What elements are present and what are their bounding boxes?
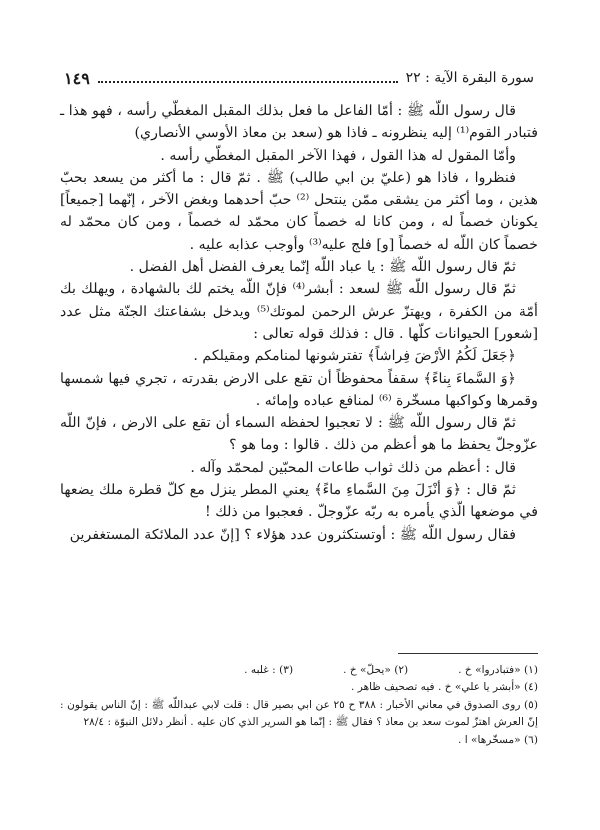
paragraph-6: ﴿جَعَلَ لَكُمُ الأرْضَ فِراشاً﴾ تفترشونها لمنامكم ومقيلكم . — [193, 348, 516, 365]
main-text — [60, 100, 538, 546]
footnote-separator — [398, 653, 538, 654]
page-number: ١٤٩ — [64, 68, 90, 88]
running-title: سورة البقرة الآية : ٢٢ — [405, 70, 534, 86]
footnote-1: (١) «فتبادروا» خ . — [458, 664, 538, 676]
paragraph-11: فقال رسول اللّه ﷺ : أوتستكثرون عدد هؤلاء ؟ [إنّ عدد الملائكة المستغفرين — [69, 526, 516, 543]
paragraph-1: قال رسول اللّه ﷺ : أمّا الفاعل ما فعل بذلك المقبل المغطّي رأسه ، فهو هذا ـ فتبادر القوم⁽¹⁾ إليه ينظرونه ـ فاذا هو (سعد بن معاذ الأوسي الأنصاري) — [60, 103, 538, 142]
paragraph-9: قال : أعظم من ذلك ثواب طاعات المحبّين لمحمّد وآله . — [190, 459, 516, 476]
footnotes — [60, 662, 538, 749]
footnote-5: (٥) روى الصدوق في معاني الأخبار : ٣٨٨ ح ٢٥ عن ابي بصير قال : قلت لابي عبداللّه ﷺ : إنّ الناس يقولون : إنّ العرش اهتزّ لموت سعد بن معاذ ؟ فقال ﷺ : إنّما هو السرير الذي كان عليه . أنظر دلائل النبوّة : ٢٨/٤ — [60, 698, 538, 729]
footnote-4: (٤) «أبشر يا علي» خ . فيه تصحيف ظاهر . — [350, 681, 538, 694]
paragraph-5: ثمّ قال رسول اللّه ﷺ لسعد : أبشر⁽⁴⁾ فإنّ اللّه يختم لك بالشهادة ، ويهلك بك أمّة من الكفرة ، ويهتزّ عرش الرحمن لموتك⁽⁵⁾ ويدخل بشفاعتك الجنّة مثل عدد [شعور] الحيوانات كلّها . قال : فذلك قوله تعالى : — [60, 281, 538, 342]
footnote-6: (٦) «مسخّرها» ا . — [458, 733, 538, 746]
paragraph-8: ثمّ قال رسول اللّه ﷺ : لا تعجبوا لحفظه السماء أن تقع على الارض ، فإنّ اللّه عزّوجلّ يحفظ ما هو أعظم من ذلك . قالوا : وما هو ؟ — [60, 415, 538, 454]
page-header — [64, 66, 534, 90]
paragraph-7: ﴿وَ السَّماءَ بِناءً﴾ سقفاً محفوظاً أن تقع على الارض بقدرته ، تجري فيها شمسها وقمرها وكواكبها مسخّرة ⁽⁶⁾ لمنافع عباده وإمائه . — [60, 370, 538, 409]
paragraph-2: وأمّا المقول له هذا القول ، فهذا الآخر المقبل المغطّي رأسه . — [160, 147, 516, 164]
paragraph-4: ثمّ قال رسول اللّه ﷺ : يا عباد اللّه إنّما يعرف الفضل أهل الفضل . — [129, 259, 516, 276]
header-dotted-rule — [98, 81, 398, 83]
footnote-2: (٢) «يحلّ» خ . — [343, 664, 409, 676]
footnote-3: (٣) : غلبه . — [244, 664, 294, 676]
footnote-row-1 — [60, 662, 538, 679]
paragraph-10: ثمّ قال : ﴿وَ أنْزَلَ مِنَ السَّماءِ ماءً﴾ يعني المطر ينزل مع كلّ قطرة ملك يضعها في موضعها الّذي يأمره به ربّه عزّوجلّ . فعجبوا من ذلك ! — [60, 482, 538, 521]
paragraph-3: فنظروا ، فاذا هو (عليّ بن ابي طالب) ﷺ . ثمّ قال : ما أكثر من يسعد بحبّ هذين ، وما أكثر من يشقى ممّن ينتحل ⁽²⁾ حبّ أحدهما وبغض الآخر ، إنّهما [جميعاً] يكونان خصماً له ، ومن كانا له خصماً كان محمّد له خصماً ، ومن كان محمّد له خصماً كان اللّه له خصماً [و] فلج عليه⁽³⁾ وأوجب عذابه عليه . — [60, 169, 538, 253]
